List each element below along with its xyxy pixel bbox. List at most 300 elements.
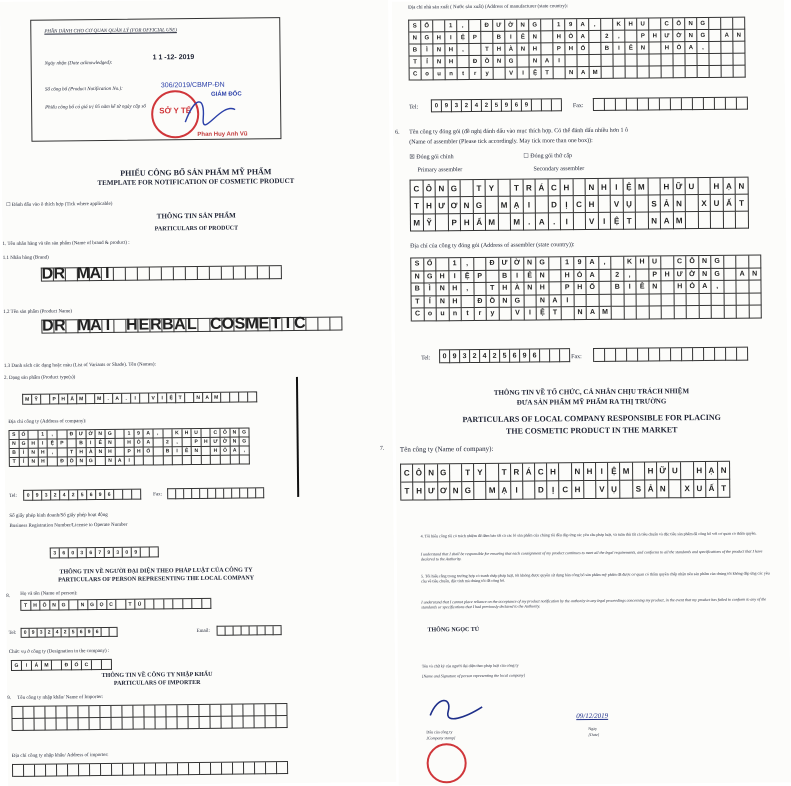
form-cell: H xyxy=(38,449,48,458)
form-cell xyxy=(254,704,265,716)
form-cell xyxy=(186,267,198,280)
form-cell: H xyxy=(536,282,549,295)
side-stamp-fragment xyxy=(378,538,396,748)
form-cell: N xyxy=(436,283,449,296)
form-cell: A xyxy=(541,55,553,67)
form-cell: Ố xyxy=(586,282,599,295)
form-cell: T xyxy=(511,180,524,197)
form-cell: M xyxy=(599,307,612,320)
form-cell: A xyxy=(699,281,712,294)
form-cell xyxy=(536,196,549,213)
form-cell: H xyxy=(461,214,474,231)
tick-note: ☐ Đánh dấu vào ô thích hợp (Tick where applicable) xyxy=(6,201,113,208)
form-cell: G xyxy=(424,271,437,284)
form-cell: 2 xyxy=(69,490,78,500)
form-cell: C xyxy=(211,429,221,438)
form-cell: 4 xyxy=(54,628,62,637)
form-cell: Ỹ xyxy=(423,214,436,231)
form-cell: Ệ xyxy=(537,307,550,320)
form-cell: 3 xyxy=(42,491,51,501)
form-cell xyxy=(722,66,734,78)
form-cell: 0 xyxy=(440,350,450,363)
form-cell: X xyxy=(698,195,711,212)
form-cell: 2 xyxy=(601,31,613,43)
form-cell: 1 xyxy=(445,20,457,32)
email-grid xyxy=(217,625,282,636)
form-cell: B xyxy=(162,316,174,334)
form-cell: 3 xyxy=(452,100,462,112)
form-cell xyxy=(573,213,586,230)
form-cell: N xyxy=(96,448,106,457)
form-cell: N xyxy=(450,482,462,500)
form-cell xyxy=(134,718,145,730)
form-cell: t xyxy=(458,68,470,80)
form-cell: B xyxy=(409,44,421,56)
form-cell: 4 xyxy=(480,350,490,363)
primary-assembler-checkbox[interactable]: ☒ Đóng gói chính xyxy=(409,154,454,161)
form-cell xyxy=(162,267,174,280)
form-cell: Ô xyxy=(673,18,685,30)
form-cell: Ỉ xyxy=(424,296,437,309)
form-cell xyxy=(101,764,112,776)
form-cell xyxy=(541,31,553,43)
form-cell xyxy=(199,705,210,717)
form-cell: Y xyxy=(486,180,499,197)
form-cell xyxy=(589,31,601,43)
form-cell xyxy=(163,456,173,465)
form-cell xyxy=(116,600,126,610)
form-cell: o xyxy=(424,308,437,321)
form-cell: 3 xyxy=(114,548,123,558)
form-cell: 2 xyxy=(470,350,480,363)
form-cell: T xyxy=(462,464,474,482)
form-cell: 2 xyxy=(482,100,492,112)
form-cell: H xyxy=(499,283,512,296)
form-cell xyxy=(565,55,577,67)
form-cell: R xyxy=(53,265,66,283)
form-cell: S xyxy=(633,481,645,499)
form-cell: Ố xyxy=(19,431,29,440)
designation-grid xyxy=(11,659,112,671)
tel-grid xyxy=(431,98,562,112)
form-cell: I xyxy=(511,482,523,500)
form-cell xyxy=(709,18,721,30)
form-cell: I xyxy=(102,268,114,281)
form-cell xyxy=(90,718,101,730)
form-cell: Ê xyxy=(517,32,529,44)
form-cell: H xyxy=(423,197,436,214)
form-cell: P xyxy=(125,448,135,457)
form-cell xyxy=(89,706,100,718)
form-cell xyxy=(258,266,270,279)
form-cell xyxy=(461,180,474,197)
form-cell: Ệ xyxy=(461,271,474,284)
form-cell: N xyxy=(29,458,39,467)
form-cell: 1 xyxy=(38,431,48,440)
form-cell: H xyxy=(598,179,611,196)
form-cell: y xyxy=(482,68,494,80)
form-cell xyxy=(749,293,762,306)
form-cell: 2 xyxy=(163,438,173,447)
form-cell: B xyxy=(493,32,505,44)
form-cell xyxy=(614,67,626,79)
form-cell xyxy=(724,293,737,306)
form-cell xyxy=(145,599,155,609)
form-cell: 9 xyxy=(96,490,105,500)
form-cell: N xyxy=(524,257,537,270)
form-cell: V xyxy=(596,481,608,499)
form-cell xyxy=(638,348,649,361)
form-cell: G xyxy=(473,197,486,214)
form-cell xyxy=(35,719,46,731)
form-cell xyxy=(189,717,200,729)
form-cell: Ị xyxy=(561,196,574,213)
responsible-heading-en-2: THE COSMETIC PRODUCT IN THE MARKET xyxy=(505,425,678,436)
form-cell xyxy=(726,98,737,110)
form-cell: n xyxy=(449,308,462,321)
form-cell: . xyxy=(104,394,113,404)
form-cell: Ụ xyxy=(623,196,636,213)
form-cell: P xyxy=(649,269,662,282)
form-cell: A xyxy=(577,31,589,43)
form-cell xyxy=(24,719,35,731)
form-cell xyxy=(244,716,255,728)
form-cell xyxy=(150,547,159,557)
form-cell: N xyxy=(96,430,106,439)
form-cell xyxy=(594,349,605,362)
form-cell xyxy=(661,54,673,66)
form-cell: P xyxy=(58,439,68,448)
form-cell: 0 xyxy=(123,548,132,558)
form-cell: C xyxy=(107,600,117,610)
form-cell xyxy=(248,392,257,402)
form-cell: 9 xyxy=(522,99,532,111)
form-cell xyxy=(541,19,553,31)
form-cell xyxy=(662,306,675,319)
license-label: Số giấy phép kinh doanh/Số giấy phép hoạt động xyxy=(9,512,108,519)
form-cell: 9 xyxy=(574,257,587,270)
form-cell: 1 xyxy=(561,257,574,270)
company-stamp-label-en: [Company stamp] xyxy=(426,735,456,741)
form-cell: N xyxy=(78,600,88,610)
form-cell: Y xyxy=(474,464,486,482)
form-cell xyxy=(699,306,712,319)
form-cell xyxy=(222,267,234,280)
form-cell: M xyxy=(411,214,424,231)
assembler-address-grid xyxy=(410,254,762,321)
form-cell xyxy=(200,763,211,775)
form-cell: H xyxy=(31,601,41,611)
fax-grid xyxy=(593,97,748,111)
form-cell: Ô xyxy=(686,256,699,269)
notification-number-label: Số công bố (Product Notification No.): xyxy=(44,86,123,93)
form-cell: u xyxy=(434,68,446,80)
form-cell: , xyxy=(153,429,163,438)
form-cell xyxy=(613,55,625,67)
form-cell xyxy=(562,307,575,320)
form-cell: M xyxy=(76,265,91,283)
form-cell xyxy=(541,43,553,55)
form-cell: C xyxy=(573,196,586,213)
form-cell: . xyxy=(548,213,561,230)
form-cell xyxy=(92,660,102,670)
form-cell xyxy=(202,599,212,609)
form-cell xyxy=(133,706,144,718)
form-cell xyxy=(126,268,138,281)
form-cell: H xyxy=(547,463,559,481)
form-cell: u xyxy=(437,308,450,321)
representative-heading-vn: THÔNG TIN VỀ NGƯỜI ĐẠI DIỆN THEO PHÁP LUẬT CỦA CÔNG TY xyxy=(59,567,253,576)
form-cell: I xyxy=(613,43,625,55)
form-cell xyxy=(436,258,449,271)
form-cell: M xyxy=(77,394,86,404)
form-cell: Ơ xyxy=(438,482,450,500)
form-cell xyxy=(233,717,244,729)
form-cell xyxy=(79,718,90,730)
form-cell: V xyxy=(611,196,624,213)
form-cell: R xyxy=(511,464,523,482)
form-cell: , xyxy=(173,438,183,447)
form-cell xyxy=(68,718,79,730)
form-cell xyxy=(57,430,67,439)
form-cell xyxy=(637,54,649,66)
form-cell: r xyxy=(474,308,487,321)
form-cell: À xyxy=(505,44,517,56)
form-cell: H xyxy=(413,482,425,500)
form-cell xyxy=(202,447,212,456)
form-cell: U xyxy=(637,18,649,30)
form-cell: N xyxy=(718,462,730,480)
form-cell: N xyxy=(433,56,445,68)
form-cell: Đ xyxy=(58,457,68,466)
form-cell: N xyxy=(637,42,649,54)
form-cell xyxy=(114,268,126,281)
form-cell xyxy=(34,707,45,719)
form-cell xyxy=(48,457,58,466)
form-cell xyxy=(736,281,749,294)
form-cell xyxy=(234,627,242,636)
form-cell xyxy=(499,308,512,321)
form-cell: H xyxy=(553,31,565,43)
form-cell: 3 xyxy=(51,548,60,558)
form-cell: Ờ xyxy=(673,30,685,42)
form-cell xyxy=(712,306,725,319)
company-name-label: Tên công ty (Name of company): xyxy=(399,444,494,454)
form-cell xyxy=(174,267,186,280)
fax-label: Fax: xyxy=(153,492,163,498)
form-cell: G xyxy=(711,256,724,269)
form-cell: N xyxy=(649,281,662,294)
form-cell xyxy=(122,706,133,718)
form-cell: Ò xyxy=(673,42,685,54)
form-cell xyxy=(669,480,681,498)
form-cell: H xyxy=(445,56,457,68)
form-cell: 6 xyxy=(530,349,540,362)
form-cell: H xyxy=(584,463,596,481)
form-cell: Ê xyxy=(636,281,649,294)
form-cell xyxy=(671,98,682,110)
form-cell: N xyxy=(648,212,661,229)
form-cell: S xyxy=(411,258,424,271)
company-address-label: Địa chỉ công ty (Address of company): xyxy=(8,419,87,425)
form-cell: Ố xyxy=(72,660,82,670)
primary-assembler-label: Primary assembler xyxy=(417,167,463,174)
form-cell xyxy=(636,212,649,229)
form-cell: , xyxy=(457,20,469,32)
form-cell: G xyxy=(505,56,517,68)
form-cell xyxy=(154,599,164,609)
form-cell: G xyxy=(711,268,724,281)
form-cell xyxy=(266,626,274,635)
form-cell: 0 xyxy=(432,100,442,112)
form-cell: N xyxy=(230,438,240,447)
form-cell: H xyxy=(125,439,135,448)
form-cell: Ả xyxy=(645,480,657,498)
form-cell: H xyxy=(445,44,457,56)
form-cell xyxy=(726,348,737,361)
form-cell: N xyxy=(77,457,87,466)
form-cell: M xyxy=(95,394,104,404)
form-cell: Ư xyxy=(77,430,87,439)
form-cell xyxy=(200,717,211,729)
form-cell: Ỉ xyxy=(19,458,29,467)
form-cell: P xyxy=(50,394,59,404)
form-cell: A xyxy=(577,19,589,31)
form-cell xyxy=(486,270,499,283)
form-cell xyxy=(141,547,150,557)
tel-label: Tel: xyxy=(9,493,17,499)
form-cell xyxy=(188,705,199,717)
fax-grid xyxy=(167,487,264,499)
form-cell: A xyxy=(549,295,562,308)
form-cell: M xyxy=(636,178,649,195)
form-cell xyxy=(498,180,511,197)
form-cell: H xyxy=(561,179,574,196)
declaration-1-en: I understand that I shall be responsible for ensuring that each consignment of my product continues to meet all the legal requirements, and conforms to all the standards and specifications of the product that I have declared to the Authority. xyxy=(420,548,763,562)
form-cell xyxy=(192,456,202,465)
form-cell: U xyxy=(192,429,202,438)
form-cell: Ệ xyxy=(167,393,176,403)
form-cell: T xyxy=(542,67,554,79)
form-cell xyxy=(163,429,173,438)
form-cell xyxy=(115,439,125,448)
form-cell: R xyxy=(54,317,66,335)
form-cell xyxy=(685,54,697,66)
form-cell xyxy=(601,55,613,67)
form-cell xyxy=(625,31,637,43)
form-cell xyxy=(250,626,258,635)
form-cell: D xyxy=(548,196,561,213)
form-cell: T xyxy=(126,600,136,610)
form-cell: y xyxy=(487,308,500,321)
form-cell xyxy=(673,54,685,66)
form-cell: S xyxy=(234,315,246,333)
form-cell: Ọ xyxy=(97,600,107,610)
form-cell: H xyxy=(106,448,116,457)
form-cell: Ệ xyxy=(611,213,624,230)
form-cell xyxy=(462,296,475,309)
form-cell: P xyxy=(448,214,461,231)
form-cell: 9 xyxy=(442,100,452,112)
secondary-assembler-checkbox[interactable]: ☐ Đóng gói thứ cấp xyxy=(523,153,573,160)
date-acknowledged-value: 1 1 -12- 2019 xyxy=(152,54,195,62)
form-cell: Đ xyxy=(486,258,499,271)
form-cell: Ò xyxy=(134,439,144,448)
form-cell: t xyxy=(462,308,475,321)
form-cell xyxy=(270,266,282,279)
form-cell xyxy=(243,704,254,716)
form-cell xyxy=(599,282,612,295)
form-cell xyxy=(306,318,318,331)
form-cell xyxy=(612,307,625,320)
form-cell: Ồ xyxy=(67,457,77,466)
brand-grid xyxy=(41,265,282,282)
form-cell: T xyxy=(486,283,499,296)
form-cell: M xyxy=(245,315,259,333)
form-cell xyxy=(178,763,189,775)
form-cell xyxy=(56,706,67,718)
form-cell xyxy=(211,717,222,729)
form-cell: 5 xyxy=(492,100,502,112)
form-cell: 9 xyxy=(502,100,512,112)
item-2-label: 2. Dạng sản phẩm (Product type(s)) xyxy=(3,375,76,382)
form-cell xyxy=(140,393,149,403)
form-cell xyxy=(599,269,612,282)
form-cell xyxy=(112,764,123,776)
form-cell: Á xyxy=(536,179,549,196)
form-cell xyxy=(681,462,693,480)
form-cell: N xyxy=(586,179,599,196)
form-cell: Ố xyxy=(144,447,154,456)
form-cell: , xyxy=(461,283,474,296)
item-1-2-label: 1.2 Tên sản phẩm (Product Name) xyxy=(3,309,73,316)
form-cell: K xyxy=(173,429,183,438)
form-cell xyxy=(589,43,601,55)
form-cell: Ò xyxy=(565,31,577,43)
form-cell xyxy=(57,718,68,730)
product-name-grid xyxy=(41,316,342,333)
form-cell: N xyxy=(529,31,541,43)
assembler-name-grid xyxy=(410,177,749,232)
form-cell xyxy=(559,463,571,481)
form-cell: I xyxy=(449,271,462,284)
form-cell: Ố xyxy=(577,43,589,55)
form-cell xyxy=(221,393,230,403)
representative-name-grid xyxy=(20,598,211,611)
form-cell: Ô xyxy=(40,601,50,611)
form-cell xyxy=(498,214,511,231)
form-cell: , xyxy=(48,430,58,439)
tel2-grid xyxy=(439,348,570,363)
form-cell: Ờ xyxy=(686,269,699,282)
form-cell: G xyxy=(87,457,97,466)
form-cell xyxy=(550,349,560,362)
form-cell: D xyxy=(535,481,547,499)
form-cell: , xyxy=(457,44,469,56)
form-cell xyxy=(469,44,481,56)
form-cell: N xyxy=(29,449,39,458)
form-cell xyxy=(637,294,650,307)
form-cell: H xyxy=(694,462,706,480)
form-cell xyxy=(494,68,506,80)
form-cell: Ố xyxy=(424,258,437,271)
form-cell xyxy=(686,195,699,212)
form-cell: 3 xyxy=(78,548,87,558)
responsible-heading-en-1: PARTICULARS OF LOCAL COMPANY RESPONSIBLE FOR PLACING xyxy=(462,412,721,425)
declaration-1: 4. Tôi hiểu công tôi có trách nhiệm để đảm bảo tất cả các lô sản phẩm của chúng tôi đều đáp ứng các yêu cầu pháp luật, và tuân thủ tất cả tiêu chuẩn và đặc tiêu sản phẩm đã công bố với cơ quan có thẩm quyền. xyxy=(420,530,757,539)
form-cell xyxy=(41,395,50,405)
form-cell: C xyxy=(661,18,673,30)
